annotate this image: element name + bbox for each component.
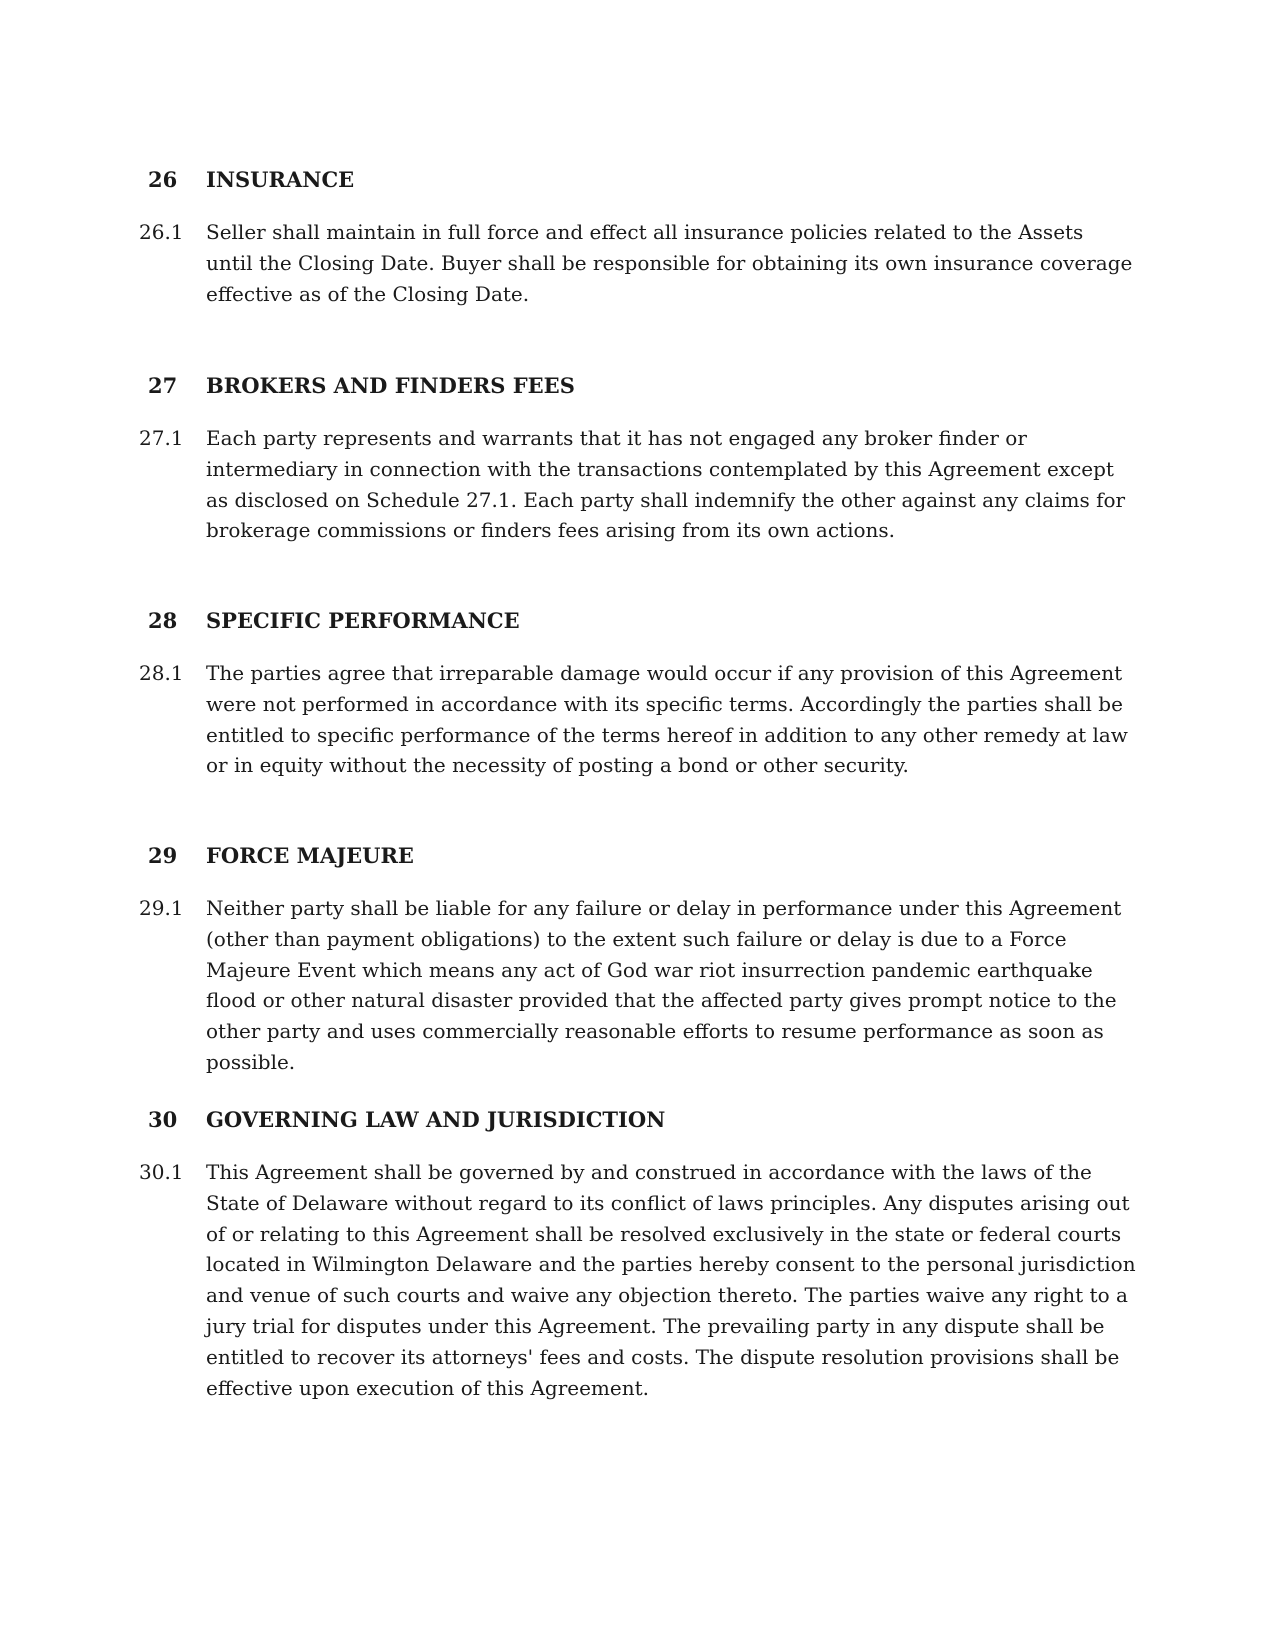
clause-number: 30.1 [139, 1160, 184, 1184]
clause-text: Seller shall maintain in full force and effect all insurance policies related to the Assets until the Closing Date. Buyer shall be responsible for obtaining its own insurance coverage effective as of the Closing Date. [206, 220, 1133, 306]
section-27-brokers [0, 371, 1275, 546]
clause [0, 217, 1275, 309]
section-heading [0, 606, 1275, 636]
clause [0, 1157, 1275, 1403]
clause [0, 423, 1275, 546]
section-number: 30 [148, 1107, 178, 1132]
clause [0, 893, 1275, 1078]
section-heading [0, 1105, 1275, 1135]
section-number: 27 [148, 373, 178, 398]
section-title: INSURANCE [206, 167, 355, 192]
section-title: BROKERS AND FINDERS FEES [206, 373, 575, 398]
section-title: GOVERNING LAW AND JURISDICTION [206, 1107, 666, 1132]
section-heading [0, 371, 1275, 401]
clause-text: This Agreement shall be governed by and construed in accordance with the laws of the State of Delaware without regard to its conflict of laws principles. Any disputes arising out of or relating to this Agreement shall be resolved exclusively in the state or federal courts located in Wilmington Delaware and the parties hereby consent to the personal jurisdiction and venue of such courts and waive any objection thereto. The parties waive any right to a jury trial for disputes under this Agreement. The prevailing party in any dispute shall be entitled to recover its attorneys' fees and costs. The dispute resolution provisions shall be effective upon execution of this Agreement. [206, 1160, 1136, 1400]
section-number: 26 [148, 167, 178, 192]
section-number: 28 [148, 608, 178, 633]
clause [0, 658, 1275, 781]
section-heading [0, 165, 1275, 195]
section-number: 29 [148, 843, 178, 868]
clause-number: 28.1 [139, 661, 184, 685]
section-title: FORCE MAJEURE [206, 843, 414, 868]
section-28-specific-performance [0, 606, 1275, 781]
clause-number: 26.1 [139, 220, 184, 244]
clause-number: 29.1 [139, 896, 184, 920]
clause-text: The parties agree that irreparable damage would occur if any provision of this Agreement were not performed in accordance with its specific terms. Accordingly the parties shall be entitled to specific performance of the terms hereof in addition to any other remedy at law or in equity without the necessity of posting a bond or other security. [206, 661, 1128, 778]
section-heading [0, 841, 1275, 871]
clause-text: Each party represents and warrants that it has not engaged any broker finder or intermediary in connection with the transactions contemplated by this Agreement except as disclosed on Schedule 27.1. Each party shall indemnify the other against any claims for brokerage commissions or finders fees arising from its own actions. [206, 426, 1126, 543]
clause-number: 27.1 [139, 426, 184, 450]
clause-text: Neither party shall be liable for any failure or delay in performance under this Agreement (other than payment obligations) to the extent such failure or delay is due to a Force Majeure Event which means any act of God war riot insurrection pandemic earthquake flood or other natural disaster provided that the affected party gives prompt notice to the other party and uses commercially reasonable efforts to resume performance as soon as possible. [206, 896, 1122, 1074]
section-title: SPECIFIC PERFORMANCE [206, 608, 520, 633]
section-26-insurance [0, 165, 1275, 309]
section-29-force-majeure [0, 841, 1275, 1078]
section-30-governing-law [0, 1105, 1275, 1403]
